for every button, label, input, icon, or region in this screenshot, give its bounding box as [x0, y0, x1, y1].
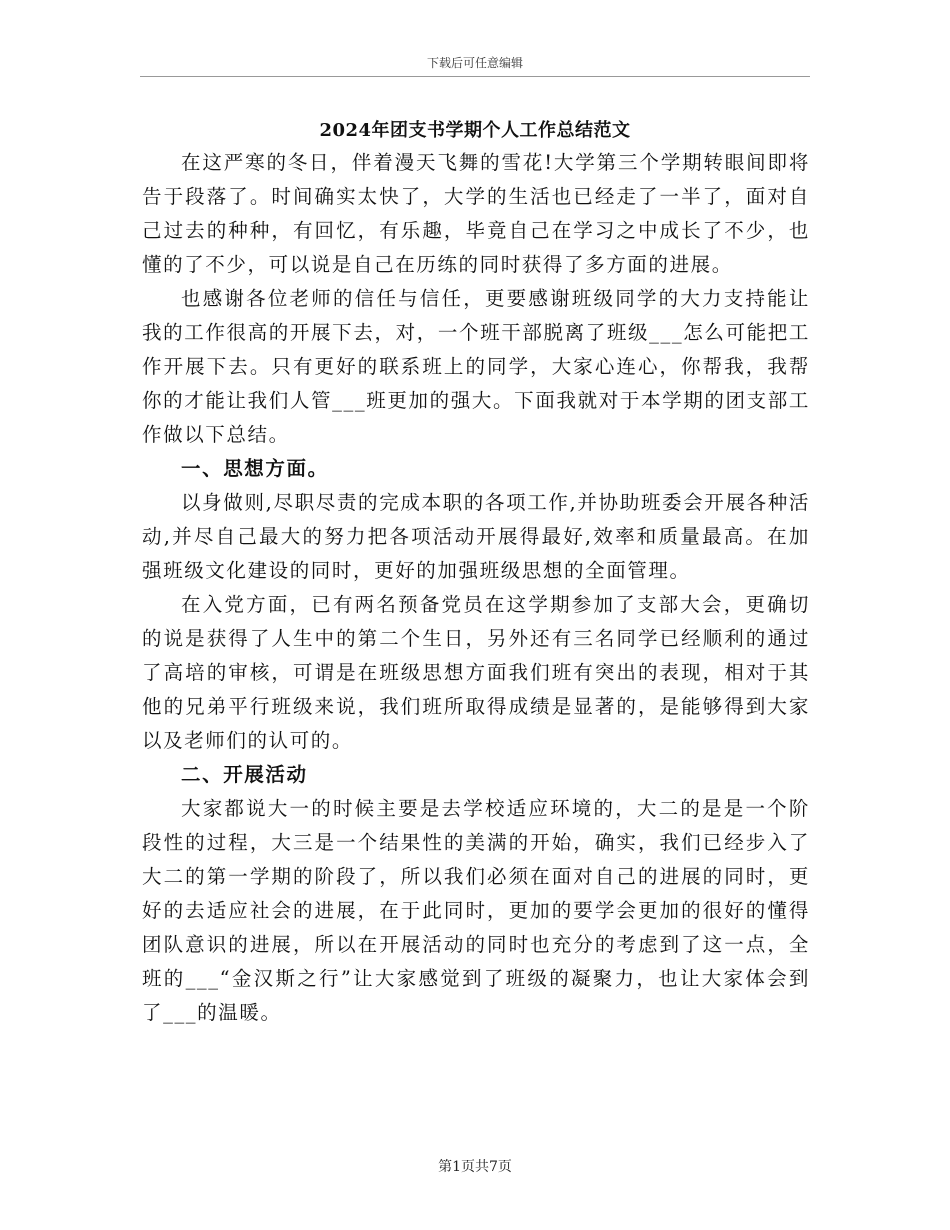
paragraph-intro: 在这严寒的冬日，伴着漫天飞舞的雪花!大学第三个学期转眼间即将告于段落了。时间确实太快了，大学的生活也已经走了一半了，面对自己过去的种种，有回忆，有乐趣，毕竟自己在学习之中成长了不少，也懂的了不少，可以说是自己在历练的同时获得了多方面的进展。: [142, 151, 810, 276]
header-note: 下载后可任意编辑: [426, 56, 523, 70]
paragraph-thought-work: 以身做则,尽职尽责的完成本职的各项工作,并协助班委会开展各种活动,并尽自己最大的努力把各项活动开展得最好,效率和质量最高。在加强班级文化建设的同时，更好的加强班级思想的全面管理。: [142, 491, 810, 582]
page-number-footer: 第1页共7页: [438, 1159, 512, 1175]
document-title: 2024年团支书学期个人工作总结范文: [319, 120, 631, 141]
paragraph-thanks: 也感谢各位老师的信任与信任，更要感谢班级同学的大力支持能让我的工作很高的开展下去，对，一个班干部脱离了班级___怎么可能把工作开展下去。只有更好的联系班上的同学，大家心连心，你帮我，我帮你的才能让我们人管___班更加的强大。下面我就对于本学期的团支部工作做以下总结。: [142, 287, 810, 446]
section-heading-activities: 二、开展活动: [181, 763, 308, 786]
document-body: [142, 146, 810, 1030]
paragraph-activities: 大家都说大一的时候主要是去学校适应环境的，大二的是是一个阶段性的过程，大三是一个结果性的美满的开始，确实，我们已经步入了大二的第一学期的阶段了，所以我们必须在面对自己的进展的同时，更好的去适应社会的进展，在于此同时，更加的要学会更加的很好的懂得团队意识的进展，所以在开展活动的同时也充分的考虑到了这一点，全班的___“金汉斯之行”让大家感觉到了班级的凝聚力，也让大家体会到了___的温暖。: [142, 797, 810, 1024]
section-heading-thought: 一、思想方面。: [181, 457, 329, 480]
header-divider: [140, 76, 810, 77]
paragraph-party-membership: 在入党方面，已有两名预备党员在这学期参加了支部大会，更确切的说是获得了人生中的第二个生日，另外还有三名同学已经顺利的通过了高培的审核，可谓是在班级思想方面我们班有突出的表现，相对于其他的兄弟平行班级来说，我们班所取得成绩是显著的，是能够得到大家以及老师们的认可的。: [142, 593, 810, 752]
